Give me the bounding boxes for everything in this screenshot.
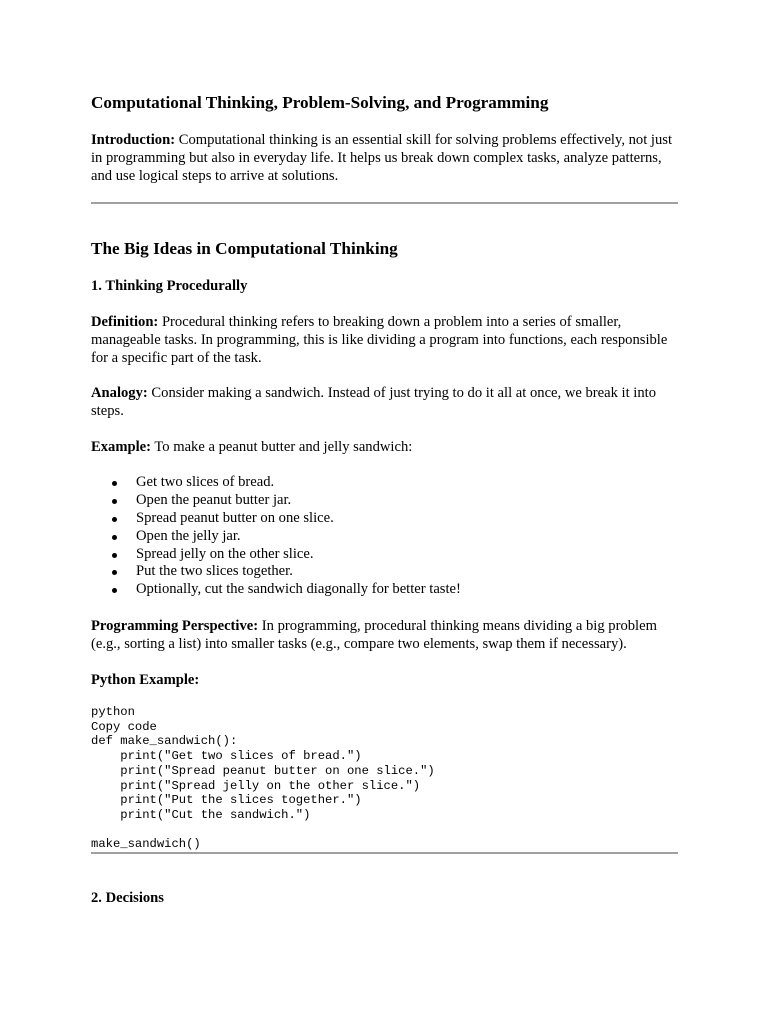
perspective-label: Programming Perspective:	[91, 618, 259, 634]
list-item	[91, 474, 461, 492]
perspective-text: In programming, procedural thinking means dividing a big problem (e.g., sorting a list) into smaller tasks (e.g., compare two elements, swap them if necessary).	[91, 618, 657, 652]
perspective-paragraph	[91, 617, 678, 653]
bullet-icon	[112, 517, 117, 522]
bullet-icon	[112, 553, 117, 558]
list-item	[91, 528, 461, 546]
sandwich-steps-list	[91, 474, 461, 599]
list-item	[91, 492, 461, 510]
list-item-text: Open the jelly jar.	[136, 527, 241, 544]
bullet-icon	[112, 570, 117, 575]
example-paragraph	[91, 438, 678, 456]
definition-text: Procedural thinking refers to breaking down a problem into a series of smaller, manageable tasks. In programming, this is like dividing a program into functions, each responsible for a specific part of the task.	[91, 314, 668, 366]
list-item-text: Spread jelly on the other slice.	[136, 545, 314, 562]
subsection-2-heading: 2. Decisions	[91, 890, 164, 906]
list-item	[91, 581, 461, 599]
list-item-text: Spread peanut butter on one slice.	[136, 509, 334, 526]
list-item	[91, 563, 461, 581]
example-label: Example:	[91, 439, 151, 455]
intro-text: Computational thinking is an essential skill for solving problems effectively, not just in programming but also in everyday life. It helps us break down complex tasks, analyze patterns, and use logical steps to arrive at solutions.	[91, 132, 673, 184]
python-example-label: Python Example:	[91, 672, 200, 688]
definition-label: Definition:	[91, 314, 159, 330]
bullet-icon	[112, 499, 117, 504]
code-block: python Copy code def make_sandwich(): print("Get two slices of bread.") print("Spread peanut butter on one slice.") print("Spread jelly on the other slice.") print("Put the slices together.") print("Cut the sandwich.") make_sandwich()	[91, 705, 435, 852]
example-text: To make a peanut butter and jelly sandwich:	[151, 439, 413, 455]
intro-paragraph	[91, 131, 678, 185]
bullet-icon	[112, 588, 117, 593]
section-heading: The Big Ideas in Computational Thinking	[91, 239, 398, 258]
analogy-text: Consider making a sandwich. Instead of just trying to do it all at once, we break it into steps.	[91, 385, 657, 419]
bullet-icon	[112, 535, 117, 540]
list-item	[91, 510, 461, 528]
list-item-text: Open the peanut butter jar.	[136, 491, 292, 508]
divider-2	[91, 852, 678, 854]
definition-paragraph	[91, 313, 678, 367]
intro-label: Introduction:	[91, 132, 176, 148]
list-item-text: Optionally, cut the sandwich diagonally for better taste!	[136, 581, 461, 598]
list-item-text: Get two slices of bread.	[136, 474, 275, 490]
analogy-paragraph	[91, 384, 678, 420]
document-title: Computational Thinking, Problem-Solving, and Programming	[91, 93, 549, 112]
divider-1	[91, 202, 678, 204]
list-item-text: Put the two slices together.	[136, 563, 293, 580]
analogy-label: Analogy:	[91, 385, 148, 401]
subsection-1-heading: 1. Thinking Procedurally	[91, 278, 248, 294]
list-item	[91, 546, 461, 564]
bullet-icon	[112, 481, 117, 486]
